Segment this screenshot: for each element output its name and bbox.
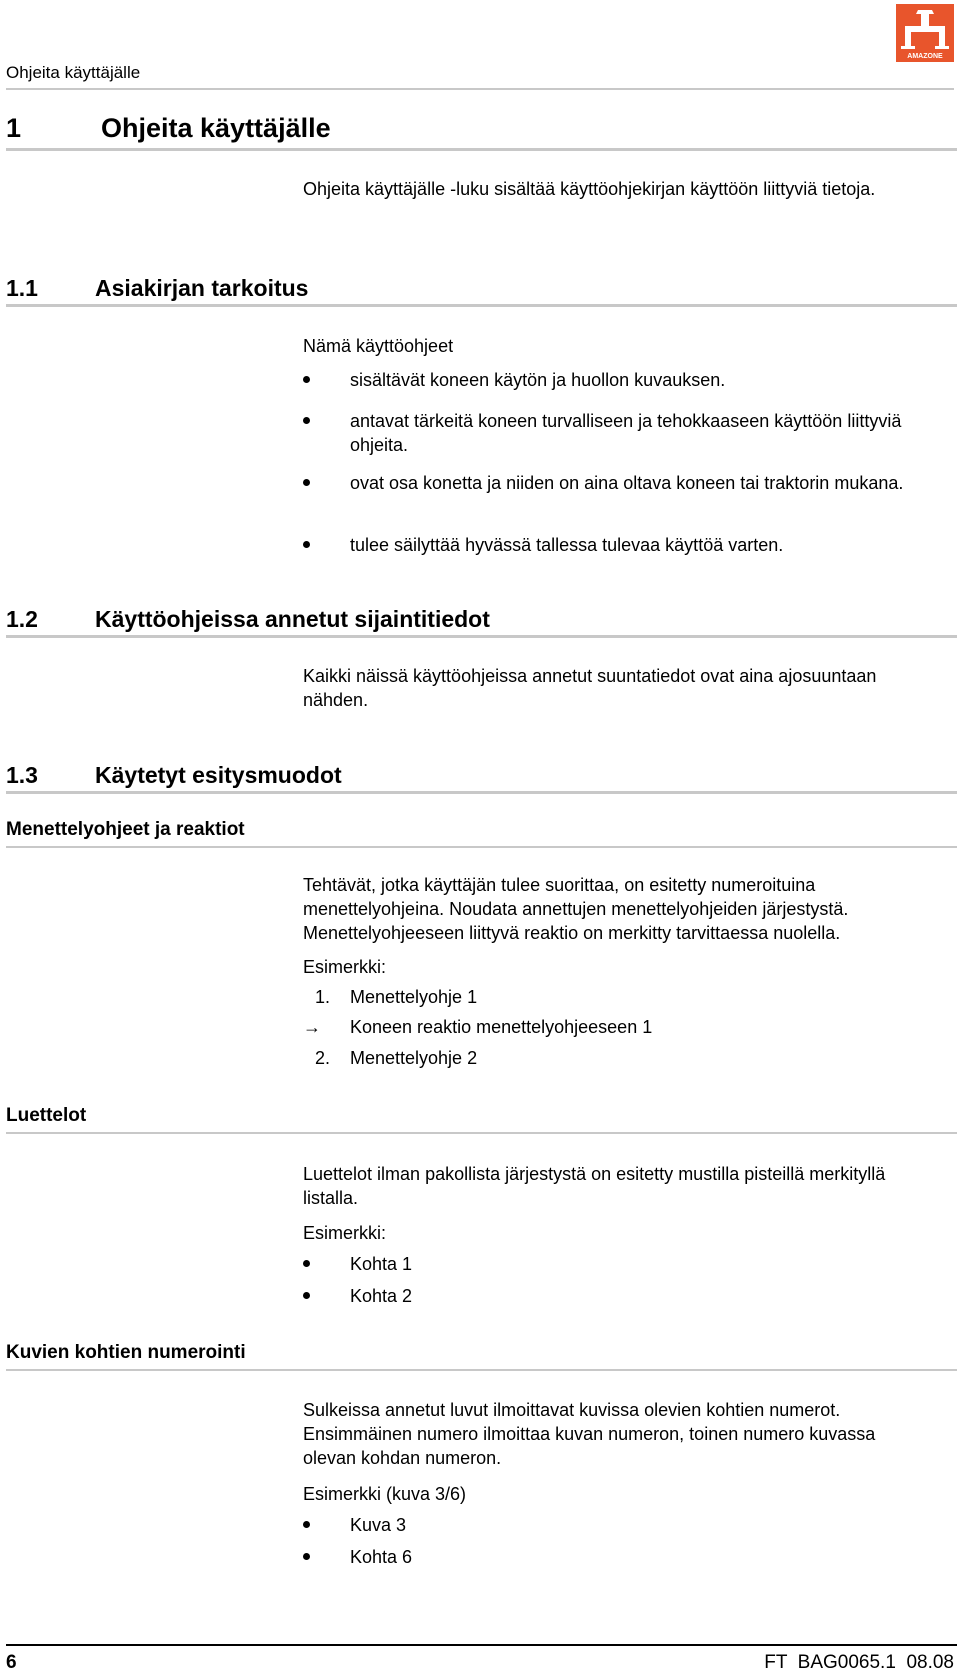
bullet-icon [303,1553,310,1560]
section-heading-1-3 [6,762,906,792]
list-item: antavat tärkeitä koneen turvalliseen ja tehokkaaseen käyttöön liittyviä ohjeita. [303,409,933,457]
header-rule [6,88,954,90]
procedure-step: 2. Menettelyohje 2 [303,1046,933,1070]
list-item: Kohta 1 [303,1252,933,1276]
list-item: tulee säilyttää hyvässä tallessa tulevaa käyttöä varten. [303,533,933,557]
procedure-step: 1. Menettelyohje 1 [303,985,933,1009]
subheading-rule [6,1132,957,1134]
subheading-lists: Luettelot [6,1105,87,1126]
bullet-icon [303,541,310,548]
section-lead: Nämä käyttöohjeet [303,336,454,356]
list-item: sisältävät koneen käytön ja huollon kuvauksen. [303,368,933,392]
section-number: 1.1 [6,275,38,301]
document-code: FT BAG0065.1 08.08 [764,1652,954,1673]
section-number: 1.2 [6,606,38,632]
step-marker: 2. [315,1048,331,1068]
section-rule [6,791,957,794]
subheading-rule [6,1369,957,1371]
chapter-intro: Ohjeita käyttäjälle -luku sisältää käyttöohjekirjan käyttöön liittyviä tietoja. [303,179,876,199]
procedure-step: → Koneen reaktio menettelyohjeeseen 1 [303,1017,653,1037]
arrow-icon: → [303,1017,321,1037]
bullet-icon [303,479,310,486]
section-rule [6,304,957,307]
logo-wordmark: AMAZONE [907,53,943,60]
section-heading-1-1 [6,275,906,305]
bullet-icon [303,1260,310,1267]
chapter-title: Ohjeita käyttäjälle [101,113,331,143]
bullet-icon [303,376,310,383]
example-label: Esimerkki (kuva 3/6) [303,1484,467,1504]
bullet-icon [303,1292,310,1299]
section-title: Asiakirjan tarkoitus [95,275,309,301]
list-item: Kohta 2 [303,1284,933,1308]
procedures-text: Tehtävät, jotka käyttäjän tulee suorittaa, on esitetty numeroituina menettelyohjeina. Noudata annettujen menettelyohjeiden järjestystä. Menettelyohjeeseen liittyvä reaktio on merkitty tarvittaessa nuolella. [303,875,849,943]
section-title: Käytetyt esitysmuodot [95,762,342,788]
list-item: ovat osa konetta ja niiden on aina oltava koneen tai traktorin mukana. [303,471,933,495]
step-marker: 1. [315,987,331,1007]
bullet-icon [303,1521,310,1528]
chapter-rule [6,148,957,151]
example-label: Esimerkki: [303,1223,387,1243]
example-label: Esimerkki: [303,957,387,977]
chapter-number: 1 [6,113,22,143]
section-title: Käyttöohjeissa annetut sijaintitiedot [95,606,490,632]
page-number: 6 [6,1652,17,1673]
list-item: Kohta 6 [303,1545,933,1569]
subheading-procedures: Menettelyohjeet ja reaktiot [6,819,245,840]
list-item: Kuva 3 [303,1513,933,1537]
chapter-heading [6,113,906,147]
section-text: Kaikki näissä käyttöohjeissa annetut suuntatiedot ovat aina ajosuuntaan nähden. [303,666,877,710]
amazone-logo-icon [896,4,954,62]
subheading-figure-numbering: Kuvien kohtien numerointi [6,1342,246,1363]
section-heading-1-2 [6,606,906,636]
footer-rule [6,1644,957,1646]
subheading-rule [6,846,957,848]
bullet-icon [303,417,310,424]
section-rule [6,635,957,638]
running-header: Ohjeita käyttäjälle [6,63,141,82]
figure-numbering-text: Sulkeissa annetut luvut ilmoittavat kuvissa olevien kohtien numerot. Ensimmäinen numero ilmoittaa kuvan numeron, toinen numero kuvassa olevan kohdan numeron. [303,1400,876,1468]
lists-text: Luettelot ilman pakollista järjestystä on esitetty mustilla pisteillä merkityllä listalla. [303,1164,886,1208]
section-number: 1.3 [6,762,38,788]
